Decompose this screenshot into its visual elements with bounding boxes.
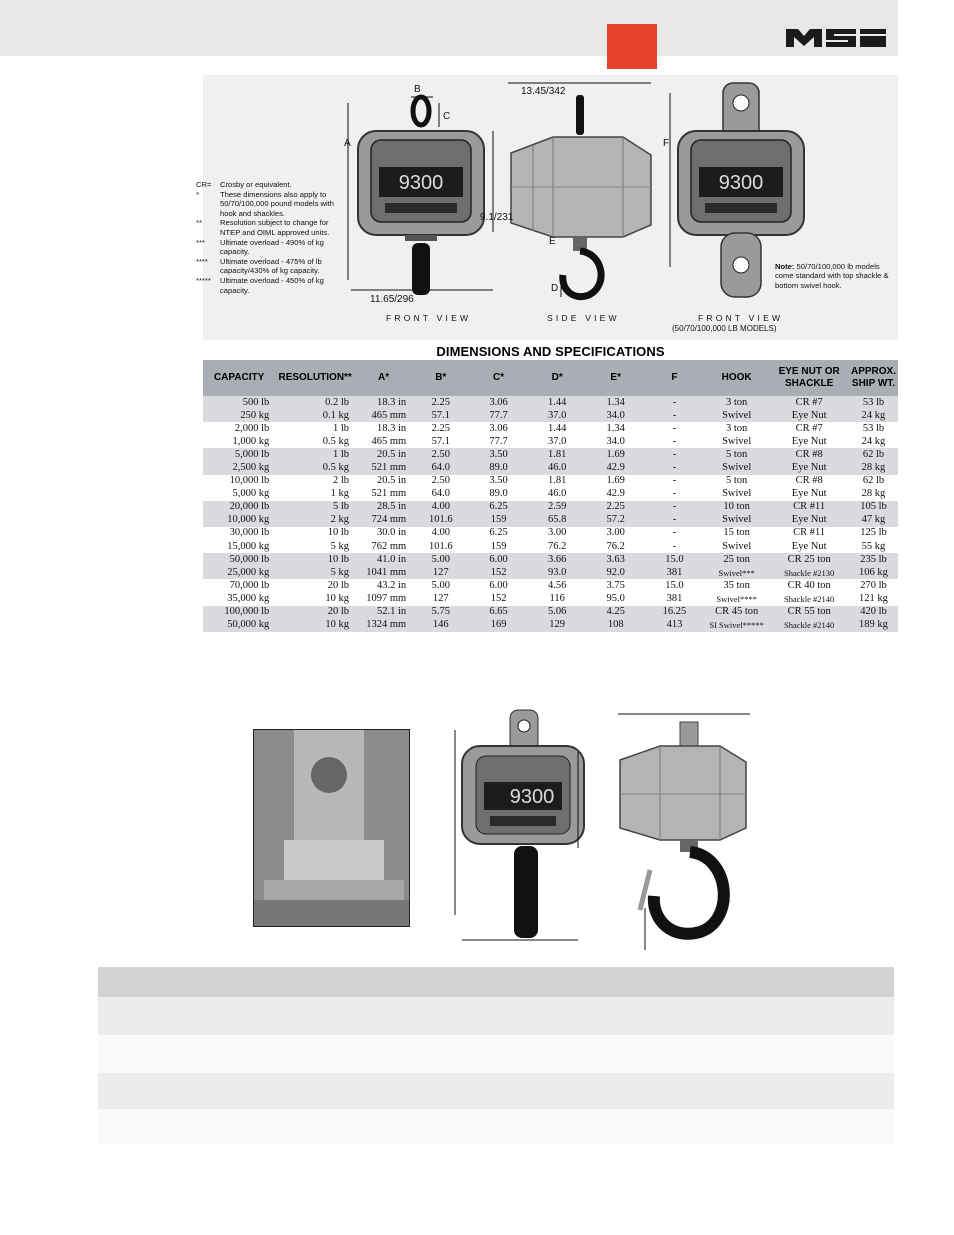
table-cell: -	[672, 422, 677, 434]
feature-table	[98, 967, 894, 1145]
table-row	[203, 527, 898, 540]
table-cell: 62 lb	[849, 448, 898, 461]
table-cell: 57.2	[586, 514, 645, 527]
table-cell: 53 lb	[862, 422, 885, 434]
table-row	[203, 619, 898, 632]
table-cell: 1.44	[528, 396, 587, 409]
table-cell: Eye Nut	[769, 461, 849, 474]
table-cell: 5.75	[412, 606, 469, 619]
table-cell: 4.00	[412, 501, 469, 514]
table-cell: 20 lb	[275, 606, 355, 619]
table-cell: 420 lb	[849, 606, 898, 619]
col-d: D*	[528, 360, 587, 396]
table-row	[203, 606, 898, 619]
table-row	[203, 579, 898, 592]
table-cell: CR #7	[795, 422, 823, 434]
table-cell: CR 45 ton	[704, 606, 769, 619]
table-cell: 6.00	[469, 553, 528, 566]
col-f: F	[645, 360, 704, 396]
table-cell: 34.0	[586, 409, 645, 422]
col-resolution: RESOLUTION**	[275, 360, 355, 396]
table-cell: 235 lb	[849, 553, 898, 566]
table-cell: 381	[666, 592, 683, 604]
col-a: A*	[355, 360, 412, 396]
table-cell: 24 kg	[849, 409, 898, 422]
table-row	[203, 422, 898, 435]
table-cell: 381	[645, 566, 704, 579]
table-cell: 34.0	[606, 435, 625, 447]
table-cell: Eye Nut	[791, 540, 827, 552]
table-cell: 46.0	[547, 488, 567, 500]
table-cell: CR 25 ton	[769, 553, 849, 566]
table-cell: 3.50	[469, 448, 528, 461]
table-cell: 92.0	[586, 566, 645, 579]
col-e: E*	[586, 360, 645, 396]
table-cell: 77.7	[469, 409, 528, 422]
table-cell: -	[645, 501, 704, 514]
table-cell: 121 kg	[859, 592, 888, 604]
table-cell: 1.44	[547, 422, 567, 434]
table-cell: 50,000 lb	[203, 553, 275, 566]
table-cell: -	[645, 409, 704, 422]
table-cell: 105 lb	[849, 501, 898, 514]
table-cell: 101.6	[428, 540, 453, 552]
table-cell: 250 kg	[203, 409, 275, 422]
table-row	[203, 461, 898, 474]
note-item: ** Resolution subject to change for NTEP and OIML approved units.	[196, 218, 330, 237]
table-cell: 762 mm	[371, 540, 407, 552]
table-cell: 10 ton	[704, 501, 769, 514]
table-cell: 6.00	[489, 579, 508, 591]
table-cell: 1.69	[606, 475, 625, 487]
label-b: B	[414, 84, 421, 95]
table-cell: 65.8	[528, 514, 587, 527]
table-cell: 521 mm	[355, 461, 412, 474]
red-accent-block	[607, 24, 657, 69]
note-item: *** Ultimate overload - 490% of kg capacity.	[196, 237, 324, 257]
table-cell: 55 kg	[861, 540, 886, 552]
table-cell: 3.00	[547, 527, 567, 539]
table-row	[203, 514, 898, 527]
label-a: A	[344, 138, 351, 149]
table-cell: 37.0	[547, 435, 567, 447]
table-row	[203, 409, 898, 422]
table-cell: 2,000 lb	[234, 422, 270, 434]
caption-front-view-2: FRONT VIEW	[698, 313, 784, 323]
lower-drawings	[440, 700, 760, 960]
table-cell: Swivel	[722, 435, 752, 447]
table-cell: 77.7	[489, 435, 508, 447]
table-cell: 70,000 lb	[229, 579, 270, 591]
front-view-scale	[348, 97, 493, 295]
table-cell: 152	[469, 566, 528, 579]
table-cell: 1 kg	[330, 488, 350, 500]
table-cell: 169	[469, 619, 528, 632]
table-cell: 15.0	[665, 579, 684, 591]
table-cell: 0.1 kg	[275, 409, 355, 422]
table-cell: 20,000 lb	[203, 501, 275, 514]
table-cell: CR #7	[769, 396, 849, 409]
table-cell: 20 lb	[327, 579, 350, 591]
table-cell: 1.34	[606, 422, 625, 434]
table-cell: 95.0	[606, 592, 625, 604]
table-cell: 37.0	[528, 409, 587, 422]
caption-side-view: SIDE VIEW	[547, 313, 620, 323]
table-cell: 116	[549, 592, 565, 604]
table-cell: 0.5 kg	[275, 461, 355, 474]
table-cell: 3 ton	[704, 396, 769, 409]
table-cell: 413	[645, 619, 704, 632]
table-cell: 465 mm	[355, 409, 412, 422]
table-cell: 28 kg	[861, 488, 886, 500]
photo-illustration	[254, 730, 409, 926]
table-cell: -	[672, 527, 677, 539]
table-cell: 6.65	[469, 606, 528, 619]
table-cell: 3.06	[489, 422, 508, 434]
table-cell: 108	[586, 619, 645, 632]
table-cell: -	[672, 435, 677, 447]
table-cell: 1,000 kg	[232, 435, 270, 447]
table-cell: 2,500 kg	[203, 461, 275, 474]
table-cell: 10,000 lb	[229, 475, 270, 487]
msi-logo	[786, 25, 890, 49]
col-hook: HOOK	[704, 360, 769, 396]
table-cell: 57.1	[431, 435, 450, 447]
note-item: CR= Crosby or equivalent.	[196, 180, 292, 189]
table-cell: CR #8	[795, 475, 823, 487]
table-cell: 15.0	[645, 553, 704, 566]
table-cell: 1041 mm	[355, 566, 412, 579]
table-cell: 89.0	[489, 488, 508, 500]
feature-row	[98, 1035, 894, 1073]
table-cell: CR #11	[793, 527, 826, 539]
table-cell: 3.00	[606, 527, 625, 539]
table-cell: Swivel	[704, 514, 769, 527]
table-cell: 5 kg	[330, 540, 350, 552]
table-cell: 2.50	[431, 475, 450, 487]
table-cell: 18.3 in	[377, 422, 407, 434]
table-cell: 270 lb	[860, 579, 887, 591]
note-item: ***** Ultimate overload - 450% of kg capacity.	[196, 275, 324, 295]
table-cell: 20.5 in	[377, 475, 407, 487]
table-cell: 30,000 lb	[229, 527, 270, 539]
table-cell: 189 kg	[849, 619, 898, 632]
table-cell: Swivel	[722, 540, 752, 552]
table-row	[203, 475, 898, 488]
note-item: **** Ultimate overload - 475% of lb capacity/430% of kg capacity.	[196, 256, 322, 276]
table-cell: Swivel	[704, 461, 769, 474]
col-c: C*	[469, 360, 528, 396]
table-row	[203, 540, 898, 553]
table-row	[203, 448, 898, 461]
table-cell: 152	[490, 592, 507, 604]
svg-text:9300: 9300	[718, 172, 764, 194]
table-cell: 41.0 in	[355, 553, 412, 566]
table-cell: 3.75	[606, 579, 625, 591]
table-row	[203, 488, 898, 501]
label-side-width: 13.45/342	[521, 86, 566, 97]
table-cell: 2.50	[412, 448, 469, 461]
table-cell: 0.2 lb	[275, 396, 355, 409]
table-cell: 18.3 in	[355, 396, 412, 409]
table-cell: 53 lb	[849, 396, 898, 409]
table-cell: 127	[412, 566, 469, 579]
table-cell: 465 mm	[371, 435, 407, 447]
table-cell: 146	[412, 619, 469, 632]
table-cell: 1324 mm	[355, 619, 412, 632]
table-cell: 42.9	[586, 461, 645, 474]
table-cell: 28 kg	[849, 461, 898, 474]
table-cell: 24 kg	[861, 435, 886, 447]
table-row	[203, 592, 898, 605]
table-cell: -	[672, 475, 677, 487]
specs-table	[203, 360, 898, 632]
table-cell: 521 mm	[371, 488, 407, 500]
table-cell: 5.06	[528, 606, 587, 619]
table-cell: 3.06	[469, 396, 528, 409]
table-cell: 1097 mm	[366, 592, 407, 604]
table-cell: 6.25	[469, 501, 528, 514]
table-cell: 129	[528, 619, 587, 632]
label-f: F	[663, 138, 670, 149]
col-capacity: CAPACITY	[203, 360, 275, 396]
feature-row	[98, 1109, 894, 1145]
table-cell: 1 lb	[333, 422, 350, 434]
table-cell: Eye Nut	[791, 435, 827, 447]
table-cell: 46.0	[528, 461, 587, 474]
table-cell: 3.50	[489, 475, 508, 487]
table-cell: 4.25	[586, 606, 645, 619]
table-cell: 20.5 in	[355, 448, 412, 461]
col-b: B*	[412, 360, 469, 396]
table-cell: 57.1	[412, 409, 469, 422]
svg-text:9300: 9300	[509, 786, 555, 808]
table-cell: -	[672, 540, 677, 552]
table-cell: Shackle #2130	[769, 566, 849, 579]
side-view-scale	[508, 83, 651, 297]
label-e: E	[549, 236, 556, 247]
table-cell: 106 kg	[849, 566, 898, 579]
feature-row	[98, 997, 894, 1035]
table-cell: 25 ton	[704, 553, 769, 566]
table-cell: 10 lb	[275, 553, 355, 566]
table-cell: 62 lb	[862, 475, 885, 487]
table-cell: 0.5 kg	[322, 435, 350, 447]
label-c: C	[443, 111, 451, 122]
table-cell: Swivel	[722, 488, 752, 500]
table-cell: 2.25	[586, 501, 645, 514]
table-row	[203, 553, 898, 566]
table-cell: -	[672, 488, 677, 500]
table-cell: 1.69	[586, 448, 645, 461]
table-cell: 1.81	[547, 475, 567, 487]
table-cell: 6.25	[489, 527, 508, 539]
table-cell: Swivel***	[704, 566, 769, 579]
table-cell: 100,000 lb	[203, 606, 275, 619]
table-cell: 127	[432, 592, 449, 604]
specs-title: DIMENSIONS AND SPECIFICATIONS	[436, 344, 665, 359]
table-cell: SI Swivel*****	[704, 619, 769, 632]
label-width: 11.65/296	[370, 294, 414, 305]
table-cell: 35 ton	[723, 579, 750, 591]
table-cell: 93.0	[528, 566, 587, 579]
table-cell: Eye Nut	[769, 409, 849, 422]
table-cell: 15,000 kg	[227, 540, 270, 552]
table-cell: 5,000 lb	[203, 448, 275, 461]
table-cell: 50,000 kg	[203, 619, 275, 632]
table-cell: 724 mm	[355, 514, 412, 527]
table-cell: 89.0	[469, 461, 528, 474]
table-cell: 4.56	[547, 579, 567, 591]
feature-row	[98, 1073, 894, 1109]
header-bar	[0, 0, 898, 56]
table-cell: 52.1 in	[355, 606, 412, 619]
note-item: * These dimensions also apply to 50/70/100,000 pound models with hook and shackles.	[196, 189, 334, 218]
table-cell: 16.25	[645, 606, 704, 619]
table-cell: 30.0 in	[377, 527, 407, 539]
table-cell: 43.2 in	[377, 579, 407, 591]
table-cell: 47 kg	[849, 514, 898, 527]
lower-front-view	[455, 710, 584, 940]
table-cell: CR #8	[769, 448, 849, 461]
label-height: 9.1/231	[480, 212, 514, 223]
label-d: D	[551, 283, 559, 294]
table-cell: 1.81	[528, 448, 587, 461]
table-row	[203, 435, 898, 448]
table-cell: 5,000 kg	[232, 488, 270, 500]
caption-front-view: FRONT VIEW	[386, 313, 472, 323]
table-cell: 5.00	[431, 579, 450, 591]
col-eye-nut: EYE NUT OR SHACKLE	[769, 360, 849, 396]
lower-side-view	[618, 714, 750, 950]
table-cell: 5 lb	[275, 501, 355, 514]
table-cell: -	[645, 448, 704, 461]
table-header-row	[203, 360, 898, 396]
table-cell: 35,000 kg	[227, 592, 270, 604]
table-cell: 76.2	[547, 540, 567, 552]
col-ship-wt: APPROX. SHIP WT.	[849, 360, 898, 396]
table-cell: 159	[490, 540, 507, 552]
table-cell: 76.2	[606, 540, 625, 552]
table-cell: -	[645, 514, 704, 527]
table-cell: 10,000 kg	[203, 514, 275, 527]
table-cell: 5.00	[412, 553, 469, 566]
table-cell: 10 kg	[325, 592, 350, 604]
installation-photo	[253, 729, 410, 927]
table-cell: 101.6	[412, 514, 469, 527]
models-note: Note: 50/70/100,000 lb models come standard with top shackle & bottom swivel hook.	[775, 262, 889, 290]
table-cell: 64.0	[431, 488, 450, 500]
table-cell: 500 lb	[203, 396, 275, 409]
table-cell: 2.59	[528, 501, 587, 514]
table-cell: Eye Nut	[769, 514, 849, 527]
table-cell: 10 lb	[327, 527, 350, 539]
svg-text:9300: 9300	[398, 172, 444, 194]
table-cell: 1 lb	[275, 448, 355, 461]
table-cell: CR 40 ton	[787, 579, 831, 591]
table-cell: 64.0	[412, 461, 469, 474]
table-cell: 159	[469, 514, 528, 527]
table-cell: 3 ton	[726, 422, 748, 434]
table-cell: Swivel	[704, 409, 769, 422]
table-cell: -	[645, 396, 704, 409]
table-row	[203, 501, 898, 514]
table-cell: 5 kg	[275, 566, 355, 579]
table-cell: 125 lb	[860, 527, 887, 539]
table-cell: 2 kg	[275, 514, 355, 527]
table-cell: 3.63	[586, 553, 645, 566]
table-cell: Shackle #2140	[784, 593, 835, 604]
table-cell: 25,000 kg	[203, 566, 275, 579]
table-cell: Eye Nut	[791, 488, 827, 500]
table-cell: 28.5 in	[355, 501, 412, 514]
table-cell: Swivel****	[716, 593, 757, 604]
table-cell: 1.34	[586, 396, 645, 409]
caption-front-view-2-sub: (50/70/100,000 LB MODELS)	[672, 324, 777, 333]
table-row	[203, 566, 898, 579]
notes-list	[196, 180, 346, 295]
table-cell: 10 kg	[275, 619, 355, 632]
table-cell: Shackle #2140	[769, 619, 849, 632]
table-cell: 2.25	[431, 422, 450, 434]
table-cell: CR #11	[769, 501, 849, 514]
table-cell: 4.00	[431, 527, 450, 539]
table-cell: 5 ton	[726, 475, 748, 487]
table-cell: CR 55 ton	[769, 606, 849, 619]
table-cell: 3.66	[528, 553, 587, 566]
table-row	[203, 396, 898, 409]
table-cell: 5 ton	[704, 448, 769, 461]
table-cell: 2 lb	[333, 475, 350, 487]
table-cell: -	[645, 461, 704, 474]
table-cell: 42.9	[606, 488, 625, 500]
table-cell: 15 ton	[723, 527, 750, 539]
table-cell: 2.25	[412, 396, 469, 409]
feature-table-header	[98, 967, 894, 997]
